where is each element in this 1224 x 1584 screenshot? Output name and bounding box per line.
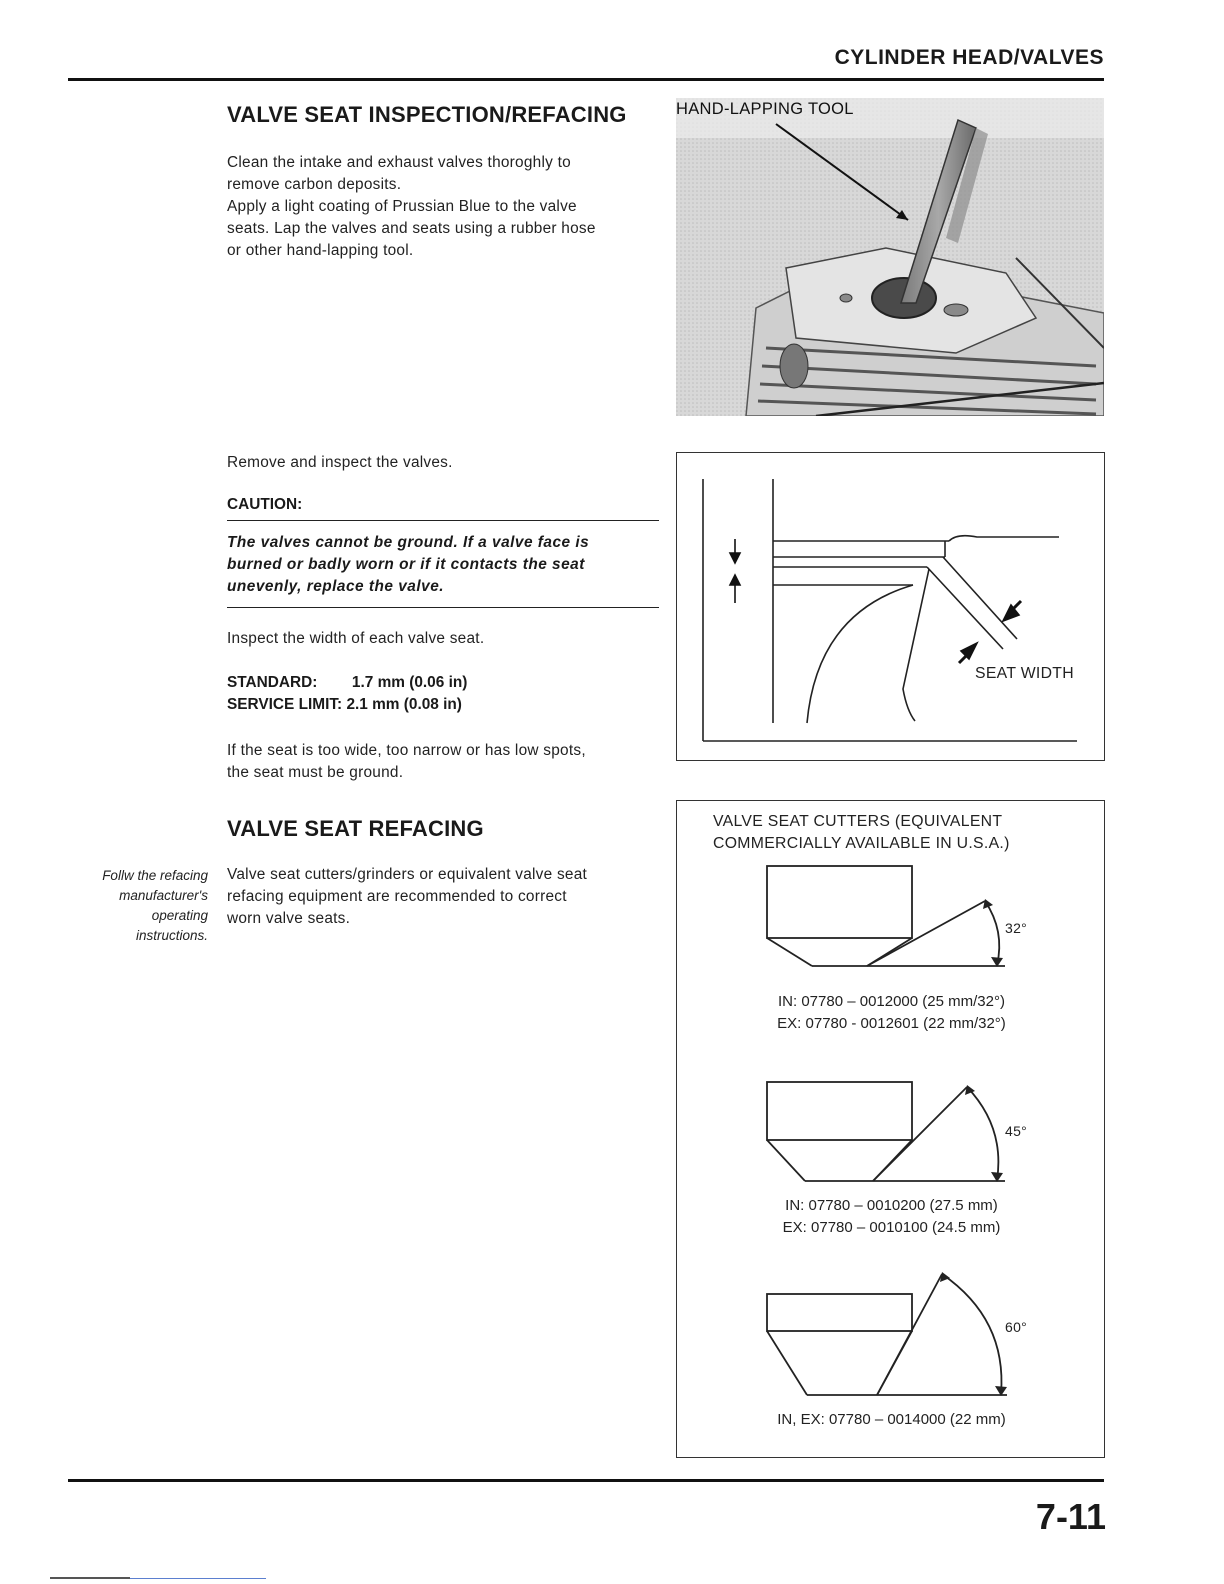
cutters-title [713, 811, 1010, 855]
cutter-45-angle: 45° [1005, 1123, 1028, 1139]
cutter-60-drawing [757, 1269, 1017, 1401]
standard-label: STANDARD: [227, 674, 318, 691]
text-line: manufacturer's [119, 888, 208, 903]
text-line: Apply a light coating of Prussian Blue to the valve [227, 198, 577, 215]
header-rule [68, 78, 1104, 81]
text-line: COMMERCIALLY AVAILABLE IN U.S.A.) [713, 835, 1010, 852]
text-line: refacing equipment are recommended to correct [227, 888, 567, 905]
text-line: unevenly, replace the valve. [227, 578, 445, 595]
text-line: If the seat is too wide, too narrow or has low spots, [227, 742, 586, 759]
text-line: instructions. [135, 928, 208, 943]
cutter-45-intake: IN: 07780 – 0010200 (27.5 mm) [785, 1197, 998, 1214]
cutter-45-part-numbers [677, 1195, 1106, 1239]
text-line: seats. Lap the valves and seats using a rubber hose [227, 220, 596, 237]
cutter-60-angle: 60° [1005, 1319, 1028, 1335]
hand-lapping-tool-label: HAND-LAPPING TOOL [676, 100, 854, 118]
service-limit-label: SERVICE LIMIT: [227, 696, 343, 713]
cutter-60-part-numbers [677, 1409, 1106, 1431]
hand-lapping-photo [676, 98, 1104, 416]
text-line: worn valve seats. [227, 910, 351, 927]
service-limit-value: 2.1 mm (0.08 in) [346, 696, 462, 713]
seat-width-drawing [677, 453, 1103, 759]
caution-label: CAUTION: [227, 496, 303, 513]
remove-valves-text: Remove and inspect the valves. [227, 454, 453, 471]
cutter-45-exhaust: EX: 07780 – 0010100 (24.5 mm) [782, 1219, 1001, 1236]
seat-width-diagram [676, 452, 1105, 761]
text-line: Clean the intake and exhaust valves thoroghly to [227, 154, 571, 171]
cutter-32-angle: 32° [1005, 920, 1028, 936]
inspection-instructions [227, 152, 667, 262]
page-number: 7-11 [1035, 1496, 1106, 1537]
cutter-60-intake-exhaust: IN, EX: 07780 – 0014000 (22 mm) [777, 1411, 1006, 1428]
text-line: operating [151, 908, 208, 923]
cutter-32-exhaust: EX: 07780 - 0012601 (22 mm/32°) [777, 1015, 1006, 1032]
cutter-32-part-numbers [677, 991, 1106, 1035]
refacing-text [227, 864, 667, 930]
cutter-45-drawing [757, 1077, 1017, 1189]
side-note [68, 866, 208, 946]
scan-mark [50, 1577, 130, 1579]
text-line: The valves cannot be ground. If a valve face is [227, 534, 590, 551]
cutter-32-drawing [757, 861, 1017, 973]
text-line: or other hand-lapping tool. [227, 242, 414, 259]
text-line: remove carbon deposits. [227, 176, 402, 193]
text-line: burned or badly worn or if it contacts the seat [227, 556, 585, 573]
refacing-title: VALVE SEAT REFACING [227, 816, 484, 841]
text-line: Valve seat cutters/grinders or equivalent valve seat [227, 866, 588, 883]
inspect-width-text: Inspect the width of each valve seat. [227, 630, 485, 647]
cylinder-head-illustration [676, 98, 1104, 416]
caution-text [227, 532, 667, 598]
text-line: VALVE SEAT CUTTERS (EQUIVALENT [713, 813, 1003, 830]
text-line: the seat must be ground. [227, 764, 404, 781]
section-header: CYLINDER HEAD/VALVES [834, 46, 1104, 69]
cutter-32-intake: IN: 07780 – 0012000 (25 mm/32°) [778, 993, 1005, 1010]
ground-text [227, 740, 667, 784]
standard-spec [227, 672, 467, 694]
valve-seat-cutters-box [676, 800, 1105, 1458]
caution-rule-top [227, 520, 659, 521]
service-limit-spec [227, 694, 462, 716]
scan-link-mark [130, 1578, 266, 1579]
standard-value: 1.7 mm (0.06 in) [351, 674, 468, 691]
inspection-title: VALVE SEAT INSPECTION/REFACING [227, 102, 627, 127]
seat-width-label: SEAT WIDTH [975, 665, 1074, 682]
text-line: Follw the refacing [102, 868, 208, 883]
caution-rule-bottom [227, 607, 659, 608]
footer-rule [68, 1479, 1104, 1482]
